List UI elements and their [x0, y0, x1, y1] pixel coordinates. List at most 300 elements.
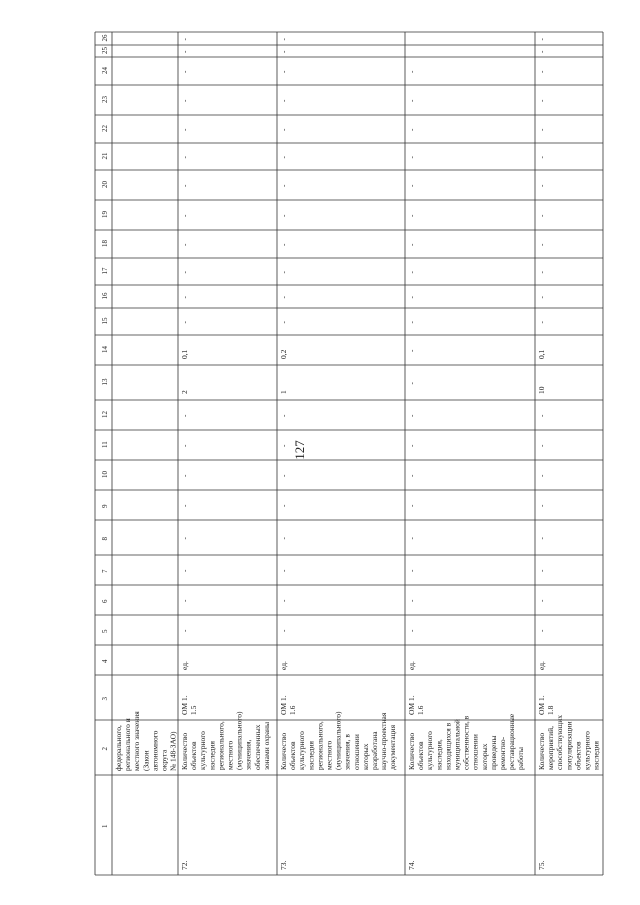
dash-cell — [280, 321, 288, 324]
dash-cell-line: - — [280, 444, 288, 447]
dash-cell — [408, 537, 416, 540]
program-code-line: 1.6 — [416, 705, 426, 715]
column-number-11-line: 11 — [101, 441, 109, 448]
indicator-name-line: культурного — [582, 731, 592, 770]
column-number-5 — [101, 629, 109, 633]
dash-cell — [280, 156, 288, 159]
indicator-name-line: наследия — [306, 741, 316, 770]
indicator-name-line: (муниципального) — [333, 711, 343, 770]
dash-cell — [181, 184, 189, 187]
indicator-name-line: объектов — [288, 741, 298, 770]
dash-cell — [181, 296, 189, 299]
dash-cell-line: - — [280, 38, 288, 41]
program-code-line: ОМ 1. — [180, 695, 189, 715]
dash-cell-line: - — [408, 99, 416, 102]
dash-cell — [538, 296, 546, 299]
column-number-3 — [101, 697, 109, 701]
dash-cell — [280, 504, 288, 507]
dash-cell — [408, 349, 416, 352]
dash-cell — [538, 50, 546, 53]
indicator-name-line: наследия, — [434, 739, 444, 770]
indicator-name-line: местного — [225, 740, 235, 770]
dash-cell — [408, 629, 416, 632]
dash-cell — [280, 243, 288, 246]
dash-cell — [280, 474, 288, 477]
dash-cell-line: - — [408, 184, 416, 187]
value-cell — [279, 390, 288, 394]
dash-cell — [538, 38, 546, 41]
dash-cell — [408, 184, 416, 187]
value-cell-line: 2 — [180, 390, 189, 394]
dash-cell — [181, 214, 189, 217]
value-cell — [279, 349, 288, 359]
indicator-name-line: наследия — [207, 741, 217, 770]
dash-cell-line: - — [181, 629, 189, 632]
program-code-line: 1.6 — [288, 705, 298, 715]
column-number-18-line: 18 — [101, 240, 109, 247]
dash-cell — [181, 599, 189, 602]
row-number-line: 72. — [180, 860, 189, 870]
dash-cell — [181, 271, 189, 274]
indicator-name-line: значения, — [243, 739, 253, 770]
indicator-name-line: разработана — [370, 731, 379, 770]
dash-cell-line: - — [181, 321, 189, 324]
program-code — [407, 695, 425, 715]
row-number-line: 73. — [279, 860, 288, 870]
program-code — [180, 695, 198, 715]
dash-cell-line: - — [280, 271, 288, 274]
column-number-9-line: 9 — [101, 504, 109, 508]
dash-cell-line: - — [280, 414, 288, 417]
dash-cell — [408, 214, 416, 217]
dash-cell — [181, 70, 189, 73]
page-number: 127 — [292, 440, 307, 460]
indicator-name-line: (муниципального) — [234, 711, 244, 770]
value-cell-line: 0,1 — [180, 349, 189, 359]
indicator-name-line: собственности, в — [461, 715, 471, 770]
dash-cell — [408, 414, 416, 417]
dash-cell — [538, 156, 546, 159]
column-number-10-line: 10 — [101, 471, 109, 478]
continuation-text-line: местного значения — [132, 711, 142, 771]
dash-cell-line: - — [408, 70, 416, 73]
dash-cell — [181, 38, 189, 41]
dash-cell — [181, 504, 189, 507]
dash-cell — [408, 156, 416, 159]
dash-cell — [538, 321, 546, 324]
indicator-name-line: проведены — [488, 735, 498, 770]
continuation-text-line: федерального, — [114, 725, 123, 771]
column-number-23-line: 23 — [101, 96, 109, 103]
indicator-name-line: объектов — [189, 741, 199, 770]
dash-cell-line: - — [538, 156, 546, 159]
dash-cell — [538, 474, 546, 477]
column-number-22-line: 22 — [101, 125, 109, 132]
value-cell — [537, 386, 546, 394]
indicator-name-line: Количество — [537, 732, 546, 770]
indicator-name-line: местного — [324, 740, 334, 770]
unit — [407, 661, 416, 670]
dash-cell-line: - — [538, 70, 546, 73]
dash-cell — [280, 444, 288, 447]
dash-cell-line: - — [181, 474, 189, 477]
dash-cell-line: - — [181, 184, 189, 187]
dash-cell — [181, 156, 189, 159]
dash-cell-line: - — [181, 599, 189, 602]
continuation-text-line: автономного — [150, 730, 160, 771]
dash-cell-line: - — [408, 504, 416, 507]
row-number — [279, 861, 288, 871]
dash-cell — [181, 474, 189, 477]
column-number-16-line: 16 — [101, 292, 109, 300]
dash-cell-line: - — [408, 271, 416, 274]
dash-cell-line: - — [538, 474, 546, 477]
program-code-line: 1.8 — [546, 705, 556, 715]
dash-cell-line: - — [538, 444, 546, 447]
indicator-name-line: реставрационные — [507, 713, 517, 770]
unit — [537, 661, 546, 670]
dash-cell — [408, 599, 416, 602]
dash-cell-line: - — [280, 537, 288, 540]
dash-cell-line: - — [538, 629, 546, 632]
dash-cell — [538, 214, 546, 217]
column-number-20 — [101, 181, 109, 189]
dash-cell — [181, 128, 189, 131]
indicator-name-line: находящихся в — [443, 722, 453, 770]
dash-cell — [408, 128, 416, 131]
dash-cell-line: - — [538, 243, 546, 246]
dash-cell-line: - — [181, 414, 189, 417]
column-number-10 — [101, 471, 109, 479]
indicator-name-line: которых — [479, 743, 489, 770]
dash-cell-line: - — [280, 214, 288, 217]
dash-cell-line: - — [408, 629, 416, 632]
dash-cell — [538, 70, 546, 73]
dash-cell-line: - — [280, 156, 288, 159]
column-number-14-line: 14 — [101, 346, 109, 353]
row-number — [537, 861, 546, 871]
indicator-name-line: значения, в — [342, 734, 352, 770]
column-number-21-line: 21 — [101, 152, 109, 160]
dash-cell — [408, 382, 416, 385]
dash-cell — [538, 504, 546, 507]
indicator-name-line: способствующих — [555, 715, 565, 770]
dash-cell — [538, 599, 546, 602]
column-number-25-line: 25 — [101, 47, 109, 54]
dash-cell — [538, 569, 546, 572]
value-cell-line: 10 — [537, 386, 546, 394]
indicator-name-line: документация — [388, 724, 398, 770]
column-number-26-line: 26 — [101, 34, 109, 42]
dash-cell-line: - — [538, 321, 546, 324]
dash-cell-line: - — [181, 537, 189, 540]
dash-cell-line: - — [538, 128, 546, 131]
dash-cell — [181, 414, 189, 417]
row-number — [180, 861, 189, 871]
indicator-name-line: отношении — [351, 734, 361, 770]
value-cell — [537, 349, 546, 359]
dash-cell — [280, 629, 288, 632]
dash-cell-line: - — [538, 504, 546, 507]
dash-cell-line: - — [408, 537, 416, 540]
dash-cell-line: - — [538, 537, 546, 540]
dash-cell-line: - — [408, 128, 416, 131]
dash-cell-line: - — [181, 504, 189, 507]
dash-cell — [408, 99, 416, 102]
dash-cell — [280, 214, 288, 217]
indicator-name-line: работы — [516, 747, 526, 770]
program-code-line: ОМ 1. — [279, 695, 288, 715]
dash-cell — [408, 474, 416, 477]
dash-cell-line: - — [538, 214, 546, 217]
column-number-24 — [101, 67, 109, 75]
dash-cell-line: - — [538, 414, 546, 417]
dash-cell-line: - — [181, 444, 189, 447]
dash-cell — [280, 271, 288, 274]
column-number-15 — [101, 317, 109, 325]
column-number-14 — [101, 346, 109, 354]
dash-cell-line: - — [408, 599, 416, 602]
dash-cell — [538, 99, 546, 102]
indicator-name-line: наследия — [591, 741, 601, 770]
value-cell-line: 0,1 — [537, 349, 546, 359]
dash-cell-line: - — [280, 70, 288, 73]
indicator-name-line: культурного — [198, 731, 208, 770]
dash-cell-line: - — [181, 128, 189, 131]
dash-cell — [408, 504, 416, 507]
dash-cell-line: - — [181, 271, 189, 274]
indicator-name-line: мероприятий, — [546, 726, 556, 770]
dash-cell — [280, 128, 288, 131]
column-number-22 — [101, 125, 109, 133]
dash-cell-line: - — [408, 382, 416, 385]
dash-cell — [538, 184, 546, 187]
indicator-name-line: муниципальной — [452, 719, 462, 770]
indicator-name-line: Количество — [407, 732, 416, 770]
indicator-name-line: зонами охраны — [261, 721, 271, 770]
dash-cell — [538, 271, 546, 274]
dash-cell — [538, 537, 546, 540]
program-code-line: ОМ 1. — [537, 695, 546, 715]
dash-cell-line: - — [280, 629, 288, 632]
column-number-25 — [101, 47, 109, 55]
column-number-8-line: 8 — [101, 537, 109, 541]
dash-cell — [280, 38, 288, 41]
column-number-19-line: 19 — [101, 211, 109, 218]
program-code-line: ОМ 1. — [407, 695, 416, 715]
dash-cell — [280, 50, 288, 53]
column-number-21 — [101, 152, 109, 160]
column-number-20-line: 20 — [101, 181, 109, 188]
dash-cell-line: - — [538, 99, 546, 102]
continuation-text-line: округа — [159, 749, 169, 771]
dash-cell-line: - — [408, 214, 416, 217]
dash-cell-line: - — [181, 38, 189, 41]
dash-cell — [538, 629, 546, 632]
column-number-9 — [101, 504, 109, 508]
indicator-name-line: научно-проектная — [379, 712, 389, 770]
dash-cell — [538, 444, 546, 447]
dash-cell — [181, 321, 189, 324]
dash-cell-line: - — [280, 128, 288, 131]
dash-cell — [181, 537, 189, 540]
dash-cell-line: - — [538, 38, 546, 41]
column-number-17 — [101, 267, 109, 275]
value-cell — [180, 349, 189, 359]
unit-line: ед. — [407, 661, 416, 670]
dash-cell — [280, 99, 288, 102]
indicator-name-line: популяризации — [564, 721, 574, 770]
dash-cell-line: - — [181, 214, 189, 217]
value-cell-line: 0,2 — [279, 349, 288, 359]
indicator-name-line: регионального, — [216, 721, 226, 770]
dash-cell — [408, 321, 416, 324]
dash-cell — [280, 414, 288, 417]
dash-cell — [538, 414, 546, 417]
continuation-text-line: (Закон — [141, 750, 151, 771]
dash-cell-line: - — [181, 296, 189, 299]
dash-cell — [280, 569, 288, 572]
unit-line: ед. — [180, 661, 189, 670]
indicator-name-line: культурного — [297, 731, 307, 770]
dash-cell — [280, 537, 288, 540]
indicator-name-line: ремонтно- — [498, 736, 507, 770]
dash-cell-line: - — [538, 599, 546, 602]
dash-cell — [538, 128, 546, 131]
dash-cell-line: - — [280, 569, 288, 572]
dash-cell-line: - — [538, 50, 546, 53]
column-number-2-line: 2 — [101, 747, 109, 751]
dash-cell — [408, 70, 416, 73]
row-number-line: 74. — [407, 860, 416, 870]
dash-cell-line: - — [280, 296, 288, 299]
dash-cell — [181, 569, 189, 572]
column-number-18 — [101, 240, 109, 248]
column-number-3-line: 3 — [101, 697, 109, 701]
dash-cell-line: - — [280, 184, 288, 187]
indicator-name-line: отношении — [470, 734, 480, 770]
table-text — [101, 34, 601, 870]
dash-cell-line: - — [280, 474, 288, 477]
column-number-7-line: 7 — [101, 569, 109, 573]
column-number-7 — [101, 569, 109, 573]
indicator-name-line: объектов — [416, 741, 426, 770]
column-number-24-line: 24 — [101, 67, 109, 74]
column-number-5-line: 5 — [101, 629, 109, 633]
dash-cell-line: - — [408, 243, 416, 246]
dash-cell-line: - — [280, 99, 288, 102]
column-number-13 — [101, 378, 109, 386]
column-number-4-line: 4 — [101, 659, 109, 663]
column-number-12 — [101, 411, 109, 419]
indicator-name-line: культурного — [425, 731, 435, 770]
continuation-text-line: регионального и — [123, 718, 133, 771]
dash-cell-line: - — [538, 296, 546, 299]
dash-cell-line: - — [181, 50, 189, 53]
column-number-1 — [101, 824, 109, 828]
dash-cell-line: - — [408, 156, 416, 159]
dash-cell-line: - — [280, 50, 288, 53]
dash-cell — [408, 243, 416, 246]
column-number-15-line: 15 — [101, 317, 109, 325]
column-number-2 — [101, 747, 109, 751]
column-number-11 — [101, 441, 109, 448]
program-code-line: 1.5 — [189, 705, 199, 715]
indicator-name — [407, 713, 525, 770]
dash-cell-line: - — [280, 599, 288, 602]
continuation-text-line: № 148-ЗАО) — [168, 731, 178, 771]
dash-cell — [181, 629, 189, 632]
column-number-16 — [101, 292, 109, 300]
dash-cell — [280, 599, 288, 602]
dash-cell-line: - — [538, 271, 546, 274]
row-number-line: 75. — [537, 860, 546, 870]
dash-cell — [181, 99, 189, 102]
indicator-name-line: объектов — [573, 741, 583, 770]
dash-cell-line: - — [538, 569, 546, 572]
dash-cell-line: - — [280, 243, 288, 246]
dash-cell-line: - — [408, 321, 416, 324]
dash-cell — [408, 296, 416, 299]
dash-cell-line: - — [181, 156, 189, 159]
dash-cell — [280, 70, 288, 73]
program-code — [537, 695, 555, 715]
column-number-8 — [101, 537, 109, 541]
dash-cell — [408, 444, 416, 447]
column-number-4 — [101, 659, 109, 663]
unit — [279, 661, 288, 670]
row-number — [407, 861, 416, 871]
column-number-26 — [101, 34, 109, 42]
column-number-6-line: 6 — [101, 599, 109, 603]
dash-cell — [280, 184, 288, 187]
dash-cell-line: - — [181, 70, 189, 73]
dash-cell-line: - — [280, 321, 288, 324]
column-number-19 — [101, 211, 109, 219]
dash-cell — [181, 444, 189, 447]
column-number-6 — [101, 599, 109, 603]
dash-cell-line: - — [181, 243, 189, 246]
unit-line: ед. — [537, 661, 546, 670]
unit — [180, 661, 189, 670]
indicator-name-line: Количество — [180, 732, 189, 770]
indicator-name-line: регионального, — [315, 721, 325, 770]
column-number-23 — [101, 96, 109, 104]
dash-cell-line: - — [408, 444, 416, 447]
dash-cell — [408, 271, 416, 274]
column-number-12-line: 12 — [101, 411, 109, 418]
dash-cell-line: - — [408, 296, 416, 299]
dash-cell-line: - — [408, 349, 416, 352]
dash-cell — [280, 296, 288, 299]
dash-cell-line: - — [408, 474, 416, 477]
indicator-name-line: которых — [360, 743, 370, 770]
column-number-17-line: 17 — [101, 267, 109, 275]
indicator-name — [537, 715, 601, 770]
value-cell-line: 1 — [279, 390, 288, 394]
column-number-13-line: 13 — [101, 378, 109, 386]
indicator-name-line: обеспеченных — [252, 724, 262, 770]
dash-cell-line: - — [538, 184, 546, 187]
unit-line: ед. — [279, 661, 288, 670]
dash-cell — [408, 569, 416, 572]
column-number-1-line: 1 — [101, 824, 109, 828]
dash-cell-line: - — [408, 569, 416, 572]
dash-cell — [181, 243, 189, 246]
indicator-name-line: Количество — [279, 732, 288, 770]
dash-cell-line: - — [181, 569, 189, 572]
dash-cell-line: - — [408, 414, 416, 417]
